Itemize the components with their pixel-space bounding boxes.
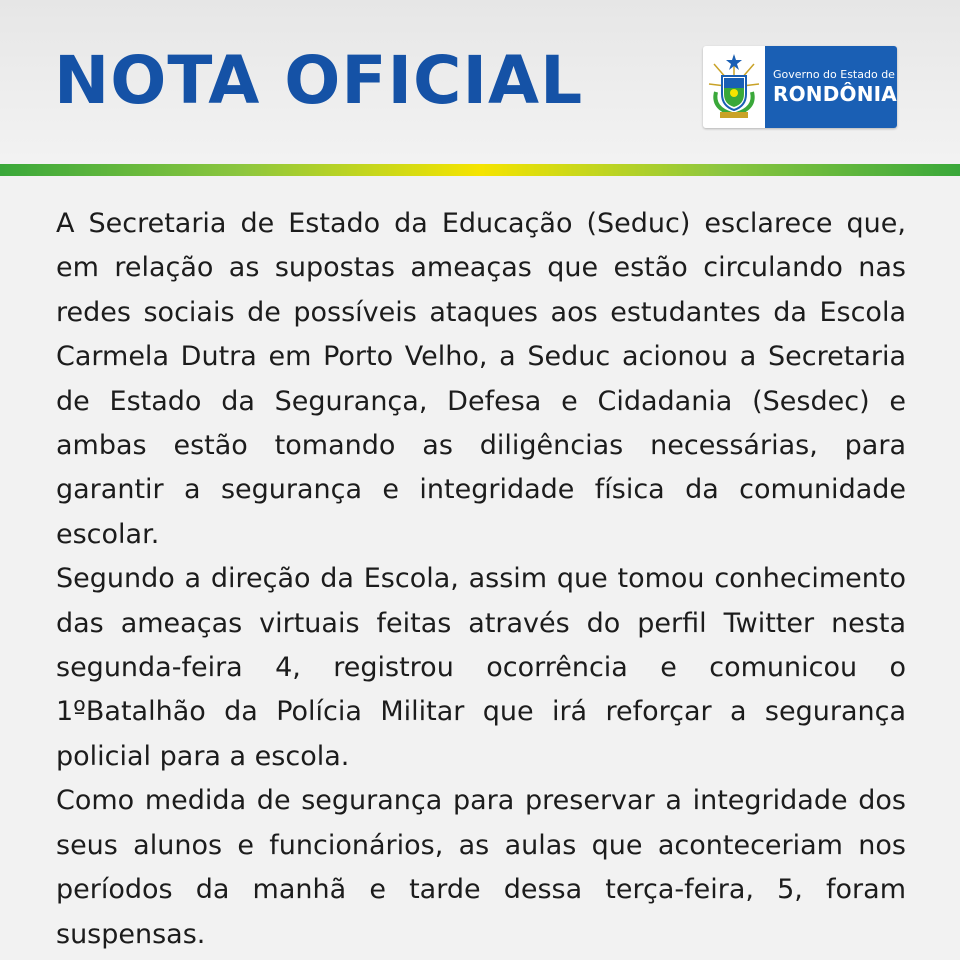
paragraph-security-measure: Como medida de segurança para preservar a integridade dos seus alunos e funcionários, as aulas que aconteceriam nos períodos da manhã e tarde dessa terça-feira, 5, foram suspensas.	[56, 785, 906, 950]
paragraph-seduc-statement: A Secretaria de Estado da Educação (Seduc) esclarece que, em relação as supostas ameaças que estão circulando nas redes sociais de possíveis ataques aos estudantes da Escola Carmela Dutra em Porto Velho, a Seduc acionou a Secretaria de Estado da Segurança, Defesa e Cidadania (Sesdec) e ambas estão tomando as diligências necessárias, para garantir a segurança e integridade física da comunidade escolar.	[56, 208, 906, 550]
logo-line-government: Governo do Estado de	[772, 68, 895, 81]
state-coat-of-arms-icon	[703, 46, 765, 128]
logo-line-state: RONDÔNIA	[772, 82, 897, 106]
logo-text-block	[765, 46, 897, 128]
paragraph-school-direction: Segundo a direção da Escola, assim que tomou conhecimento das ameaças virtuais feitas através do perfil Twitter nesta segunda-feira 4, registrou ocorrência e comunicou o 1ºBatalhão da Polícia Militar que irá reforçar a segurança policial para a escola.	[56, 563, 906, 772]
statement-body	[56, 202, 906, 957]
government-logo	[703, 46, 897, 128]
header-band	[0, 0, 960, 164]
flag-color-stripe	[0, 164, 960, 176]
page-title: NOTA OFICIAL	[54, 42, 584, 119]
